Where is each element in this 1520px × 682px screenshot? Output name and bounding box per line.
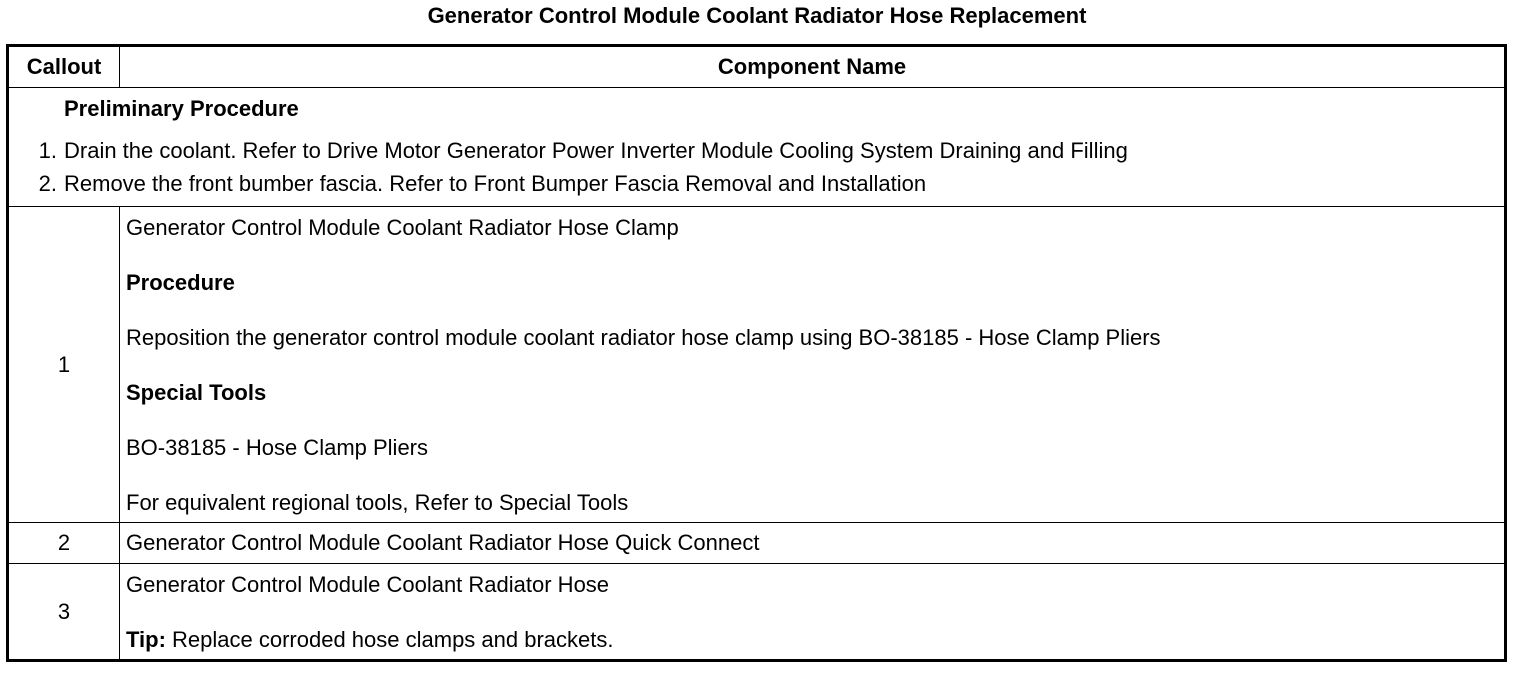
component-table	[6, 44, 1507, 662]
preliminary-step	[9, 134, 1504, 167]
table-row	[8, 207, 1506, 523]
component-cell	[120, 564, 1506, 661]
procedure-text: Reposition the generator control module coolant radiator hose clamp using BO-38185 - Hose Clamp Pliers	[126, 325, 1161, 350]
step-number: 1.	[38, 138, 57, 163]
tip-label: Tip:	[126, 627, 166, 652]
table-row	[8, 564, 1506, 661]
step-text: Drain the coolant. Refer to Drive Motor Generator Power Inverter Module Cooling System Draining and Filling	[64, 138, 1128, 163]
callout-cell: 1	[8, 207, 120, 523]
table-row	[8, 523, 1506, 564]
table-header-row	[8, 46, 1506, 88]
tip	[126, 625, 1504, 655]
header-callout: Callout	[8, 46, 120, 88]
component-name: Generator Control Module Coolant Radiator Hose	[126, 572, 610, 597]
preliminary-title: Preliminary Procedure	[64, 96, 299, 121]
callout-cell: 3	[8, 564, 120, 661]
header-component-name: Component Name	[120, 46, 1506, 88]
tip-text: Replace corroded hose clamps and brackets.	[165, 627, 614, 652]
preliminary-row	[8, 88, 1506, 207]
step-number: 2.	[38, 171, 57, 196]
procedure-label: Procedure	[126, 270, 235, 295]
page-title: Generator Control Module Coolant Radiator Hose Replacement	[427, 3, 1087, 28]
callout-cell: 2	[8, 523, 120, 564]
step-text: Remove the front bumber fascia. Refer to Front Bumper Fascia Removal and Installation	[64, 171, 927, 196]
component-name: Generator Control Module Coolant Radiator Hose Clamp	[126, 215, 679, 240]
component-cell	[120, 207, 1506, 523]
preliminary-procedure	[8, 88, 1506, 207]
special-tools-text: BO-38185 - Hose Clamp Pliers	[126, 435, 429, 460]
component-cell	[120, 523, 1506, 564]
special-tools-note: For equivalent regional tools, Refer to Special Tools	[126, 490, 629, 515]
component-name: Generator Control Module Coolant Radiator Hose Quick Connect	[126, 530, 760, 555]
special-tools-label: Special Tools	[126, 380, 267, 405]
preliminary-step	[9, 167, 1504, 200]
